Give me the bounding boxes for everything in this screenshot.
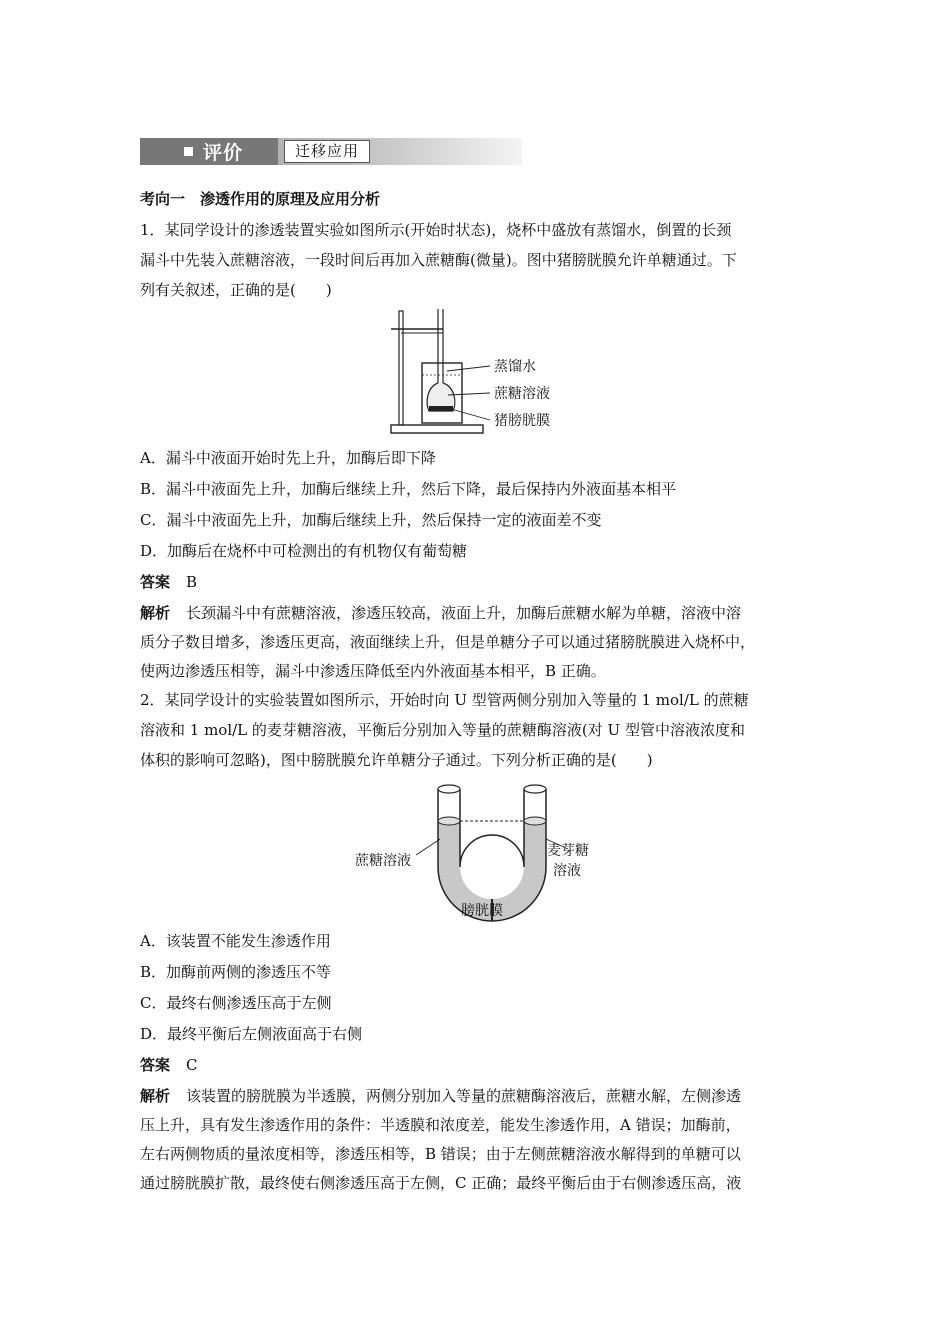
q2-option-c: C．最终右侧渗透压高于左侧 xyxy=(140,994,332,1012)
label-right-maltose-2: 溶液 xyxy=(553,863,581,879)
q1-analysis-text-1: 长颈漏斗中有蔗糖溶液，渗透压较高，液面上升，加酶后蔗糖水解为单糖，溶液中溶 xyxy=(186,604,742,622)
q2-analysis-text-1: 该装置的膀胱膜为半透膜，两侧分别加入等量的蔗糖酶溶液后，蔗糖水解，左侧渗透 xyxy=(186,1087,742,1105)
q2-analysis-line-1 xyxy=(140,1086,820,1106)
leader-solution xyxy=(448,393,490,395)
q1-option-a: A．漏斗中液面开始时先上升，加酶后即下降 xyxy=(140,449,436,467)
q2-analysis-line-4: 通过膀胱膜扩散，最终使右侧渗透压高于左侧，C 正确；最终平衡后由于右侧渗透压高，液 xyxy=(140,1174,742,1192)
banner-title: 评价 xyxy=(203,142,244,164)
u-tube-inner-wall xyxy=(460,789,524,867)
leader-left xyxy=(416,839,440,855)
label-sucrose-solution: 蔗糖溶液 xyxy=(494,386,550,402)
q2-analysis-line-3: 左右两侧物质的量浓度相等，渗透压相等，B 错误；由于左侧蔗糖溶液水解得到的单糖可以 xyxy=(140,1145,741,1163)
q1-option-d: D．加酶后在烧杯中可检测出的有机物仅有葡萄糖 xyxy=(140,542,468,560)
q1-osmosis-apparatus-figure xyxy=(385,303,575,438)
label-left-sucrose: 蔗糖溶液 xyxy=(355,853,411,869)
banner-title-block xyxy=(140,138,278,165)
q2-stem-line-3: 体积的影响可忽略)，图中膀胱膜允许单糖分子通过。下列分析正确的是( ) xyxy=(140,751,653,769)
stand-base xyxy=(391,425,483,433)
q2-analysis-line-2: 压上升，具有发生渗透作用的条件：半透膜和浓度差，能发生渗透作用，A 错误；加酶前， xyxy=(140,1116,741,1134)
q2-option-a: A．该装置不能发生渗透作用 xyxy=(140,932,331,950)
q2-option-b: B．加酶前两侧的渗透压不等 xyxy=(140,963,332,981)
q1-stem-line-1: 1．某同学设计的渗透装置实验如图所示(开始时状态)，烧杯中盛放有蒸馏水，倒置的长颈 xyxy=(140,221,732,239)
q1-analysis-line-1 xyxy=(140,603,820,623)
q1-analysis-line-3: 使两边渗透压相等，漏斗中渗透压降低至内外液面基本相平，B 正确。 xyxy=(140,662,606,680)
leader-membrane xyxy=(451,409,490,420)
section-banner xyxy=(140,138,522,165)
label-pig-bladder-membrane: 猪膀胱膜 xyxy=(494,413,550,429)
square-bullet-icon xyxy=(184,147,193,156)
left-tube-opening xyxy=(438,785,460,793)
section-heading: 考向一 渗透作用的原理及应用分析 xyxy=(140,190,381,208)
q1-stem-line-2: 漏斗中先装入蔗糖溶液，一段时间后再加入蔗糖酶(微量)。图中猪膀胱膜允许单糖通过。下 xyxy=(140,251,737,269)
q2-stem-line-2: 溶液和 1 mol/L 的麦芽糖溶液，平衡后分别加入等量的蔗糖酶溶液(对 U 型管中溶液浓度和 xyxy=(140,721,745,739)
q2-stem-line-1: 2．某同学设计的实验装置如图所示，开始时向 U 型管两侧分别加入等量的 1 mol/L 的蔗糖 xyxy=(140,691,749,709)
q2-answer xyxy=(140,1055,820,1075)
q2-analysis-label: 解析 xyxy=(140,1087,171,1105)
label-distilled-water: 蒸馏水 xyxy=(494,359,536,375)
q1-analysis-label: 解析 xyxy=(140,604,171,622)
right-liquid-surface xyxy=(524,817,546,825)
q2-option-d: D．最终平衡后左侧液面高于右侧 xyxy=(140,1025,363,1043)
q1-option-c: C．漏斗中液面先上升，加酶后继续上升，然后保持一定的液面差不变 xyxy=(140,511,602,529)
q1-option-b: B．漏斗中液面先上升，加酶后继续上升，然后下降，最后保持内外液面基本相平 xyxy=(140,480,677,498)
label-bladder-membrane: 膀胱膜 xyxy=(461,903,503,919)
q2-answer-label: 答案 xyxy=(140,1056,171,1074)
stand-rod xyxy=(399,311,403,425)
q1-answer-value: B xyxy=(186,573,198,591)
left-liquid-surface xyxy=(438,817,460,825)
banner-tab: 迁移应用 xyxy=(284,140,370,163)
leader-water xyxy=(447,366,490,371)
q2-answer-value: C xyxy=(186,1056,198,1074)
right-tube-opening xyxy=(524,785,546,793)
q1-analysis-line-2: 质分子数目增多，渗透压更高，液面继续上升，但是单糖分子可以通过猪膀胱膜进入烧杯中， xyxy=(140,633,756,651)
q1-stem-line-3: 列有关叙述，正确的是( ) xyxy=(140,281,332,299)
q1-answer xyxy=(140,572,820,592)
label-right-maltose-1: 麦芽糖 xyxy=(547,843,589,859)
q1-answer-label: 答案 xyxy=(140,573,171,591)
membrane-fill xyxy=(429,406,453,411)
